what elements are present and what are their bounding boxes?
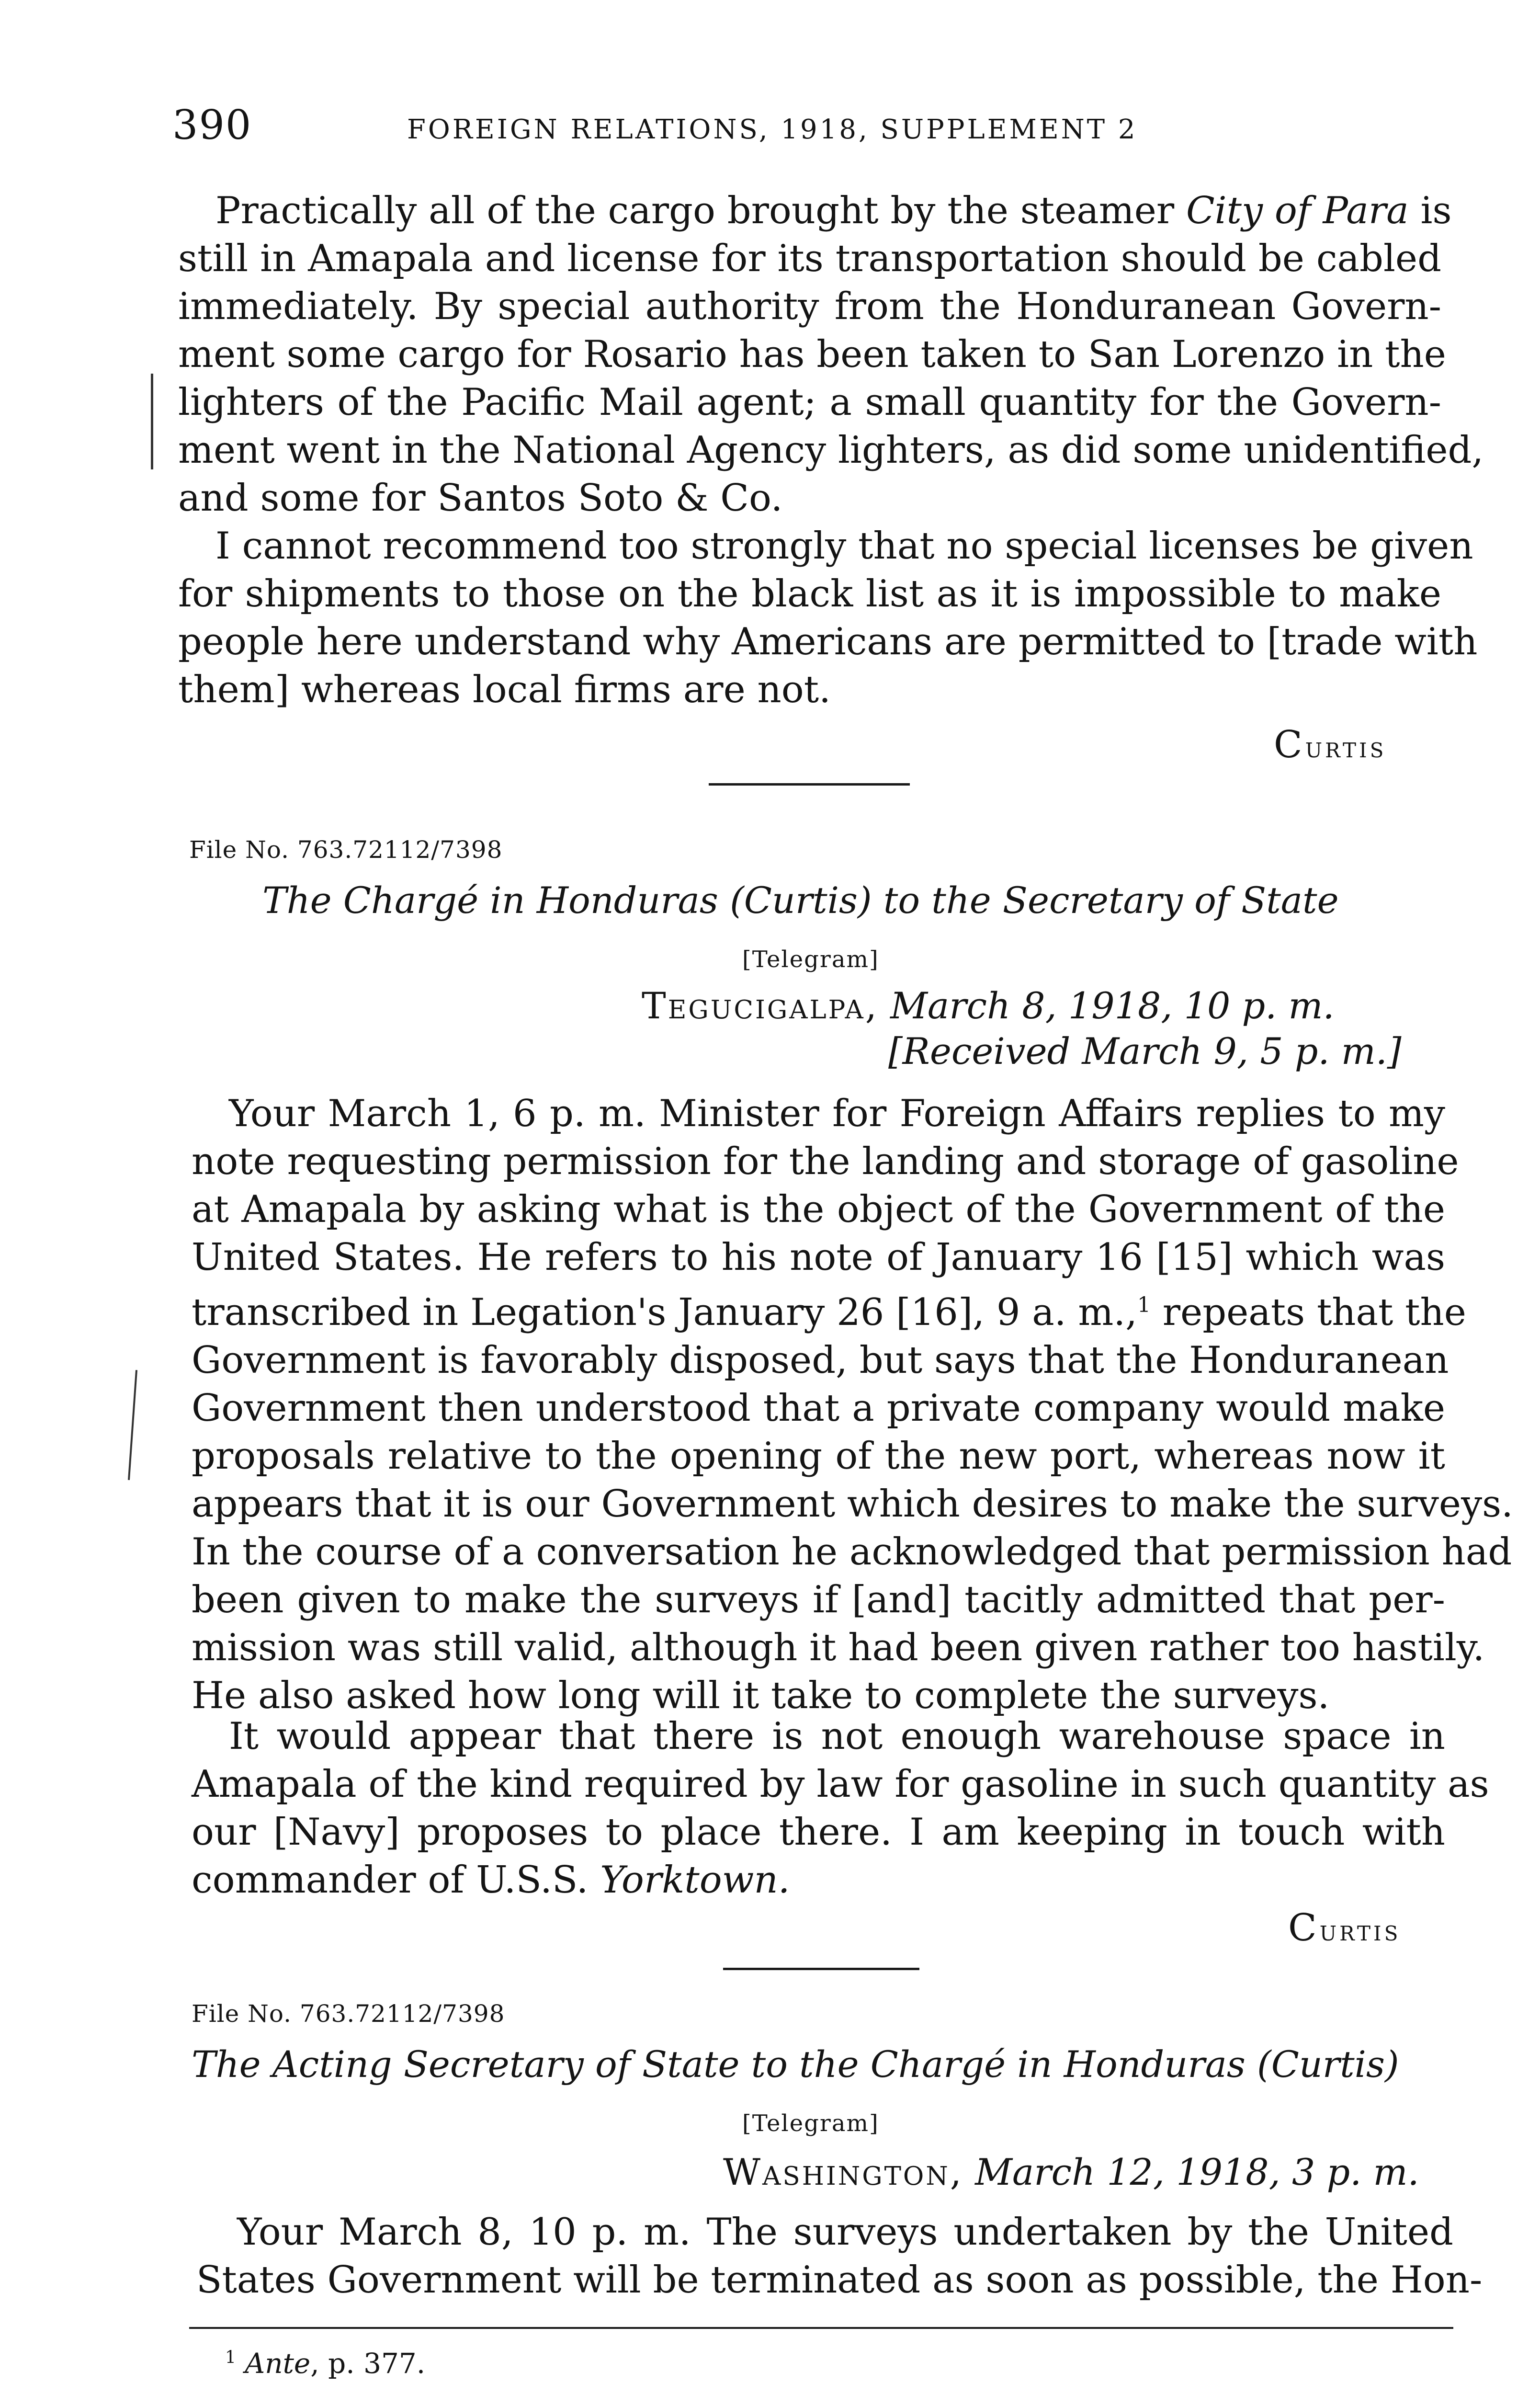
footnote-marker: 1 [1137, 1293, 1151, 1317]
signature: Curtis [1288, 1906, 1401, 1950]
telegram-label: [Telegram] [742, 2110, 879, 2137]
text-line: Your March 1, 6 p. m. Minister for Foreign Affairs replies to my [229, 1092, 1445, 1135]
footnote-ref: Ante [245, 2347, 311, 2380]
paragraph [0, 1712, 1540, 1904]
text-line: ment went in the National Agency lighters, as did some unidentified, [178, 429, 1484, 472]
text-line: note requesting permission for the landing and storage of gasoline [192, 1140, 1459, 1183]
text-line: Amapala of the kind required by law for gasoline in such quantity as [192, 1763, 1489, 1806]
paragraph [0, 522, 1540, 714]
text-line: Your March 8, 10 p. m. The surveys undertaken by the United [237, 2211, 1453, 2254]
dateline-date: March 12, 1918, 3 p. m. [975, 2151, 1419, 2193]
text-line: Practically all of the cargo brought by the steamer City of Para is [215, 189, 1452, 232]
section-divider [723, 1968, 919, 1970]
dateline-place: Washington, [723, 2151, 963, 2193]
text-line: lighters of the Pacific Mail agent; a small quantity for the Govern- [178, 381, 1441, 424]
text-line: Government is favorably disposed, but says that the Honduranean [192, 1339, 1449, 1382]
page-header [172, 102, 1456, 154]
section-divider [709, 783, 910, 786]
footnote [225, 2347, 425, 2380]
file-number: File No. 763.72112/7398 [189, 836, 503, 864]
footnote-marker: 1 [225, 2348, 236, 2368]
text-line: immediately. By special authority from the Honduranean Govern- [178, 285, 1441, 328]
running-title: FOREIGN RELATIONS, 1918, SUPPLEMENT 2 [407, 114, 1138, 145]
paragraph [0, 2208, 1540, 2304]
ship-name: Yorktown. [600, 1859, 790, 1902]
text-line: United States. He refers to his note of January 16 [15] which was [192, 1236, 1445, 1279]
margin-mark [151, 374, 153, 469]
dateline-place: Tegucigalpa, [642, 984, 879, 1027]
signature: Curtis [1274, 723, 1387, 766]
text-line: Government then understood that a private company would make [192, 1387, 1445, 1430]
text-line: been given to make the surveys if [and] tacitly admitted that per- [192, 1578, 1445, 1621]
file-number: File No. 763.72112/7398 [192, 2000, 505, 2028]
dateline-date: March 8, 1918, 10 p. m. [890, 984, 1335, 1027]
text-line: I cannot recommend too strongly that no special licenses be given [215, 525, 1473, 568]
text-line: and some for Santos Soto & Co. [178, 477, 783, 520]
continued-paragraph [0, 187, 1540, 522]
text-line: them] whereas local firms are not. [178, 668, 831, 711]
footnote-text: , p. 377. [310, 2347, 426, 2380]
text-line: appears that it is our Government which desires to make the surveys. [192, 1483, 1513, 1526]
text-line: mission was still valid, although it had been given rather too hastily. [192, 1626, 1485, 1669]
text-line: at Amapala by asking what is the object of the Government of the [192, 1188, 1445, 1231]
document-title: The Chargé in Honduras (Curtis) to the Secretary of State [262, 879, 1339, 922]
text-line: transcribed in Legation's January 26 [16], 9 a. m.,$^1$ repeats that the [192, 1291, 1466, 1334]
text-line: ment some cargo for Rosario has been taken to San Lorenzo in the [178, 333, 1446, 376]
page-number: 390 [172, 102, 252, 148]
text-line: In the course of a conversation he acknowledged that permission had [192, 1530, 1512, 1574]
dateline [723, 2151, 1419, 2193]
text-line: He also asked how long will it take to complete the surveys. [192, 1674, 1330, 1717]
text-line: It would appear that there is not enough warehouse space in [229, 1715, 1445, 1758]
text-line: for shipments to those on the black list as it is impossible to make [178, 572, 1441, 616]
telegram-label: [Telegram] [742, 946, 879, 973]
dateline [642, 984, 1335, 1027]
paragraph [0, 1090, 1540, 1720]
text-line: States Government will be terminated as soon as possible, the Hon- [196, 2258, 1483, 2302]
text-line: proposals relative to the opening of the new port, whereas now it [192, 1435, 1445, 1478]
text-line: commander of U.S.S. Yorktown. [192, 1859, 790, 1902]
text-line: still in Amapala and license for its transportation should be cabled [178, 237, 1441, 280]
document-title: The Acting Secretary of State to the Chargé in Honduras (Curtis) [192, 2043, 1399, 2086]
received-line: [Received March 9, 5 p. m.] [888, 1030, 1402, 1072]
text-line: our [Navy] proposes to place there. I am keeping in touch with [192, 1811, 1445, 1854]
text-line: people here understand why Americans are permitted to [trade with [178, 620, 1478, 663]
footnote-rule [189, 2327, 1453, 2329]
